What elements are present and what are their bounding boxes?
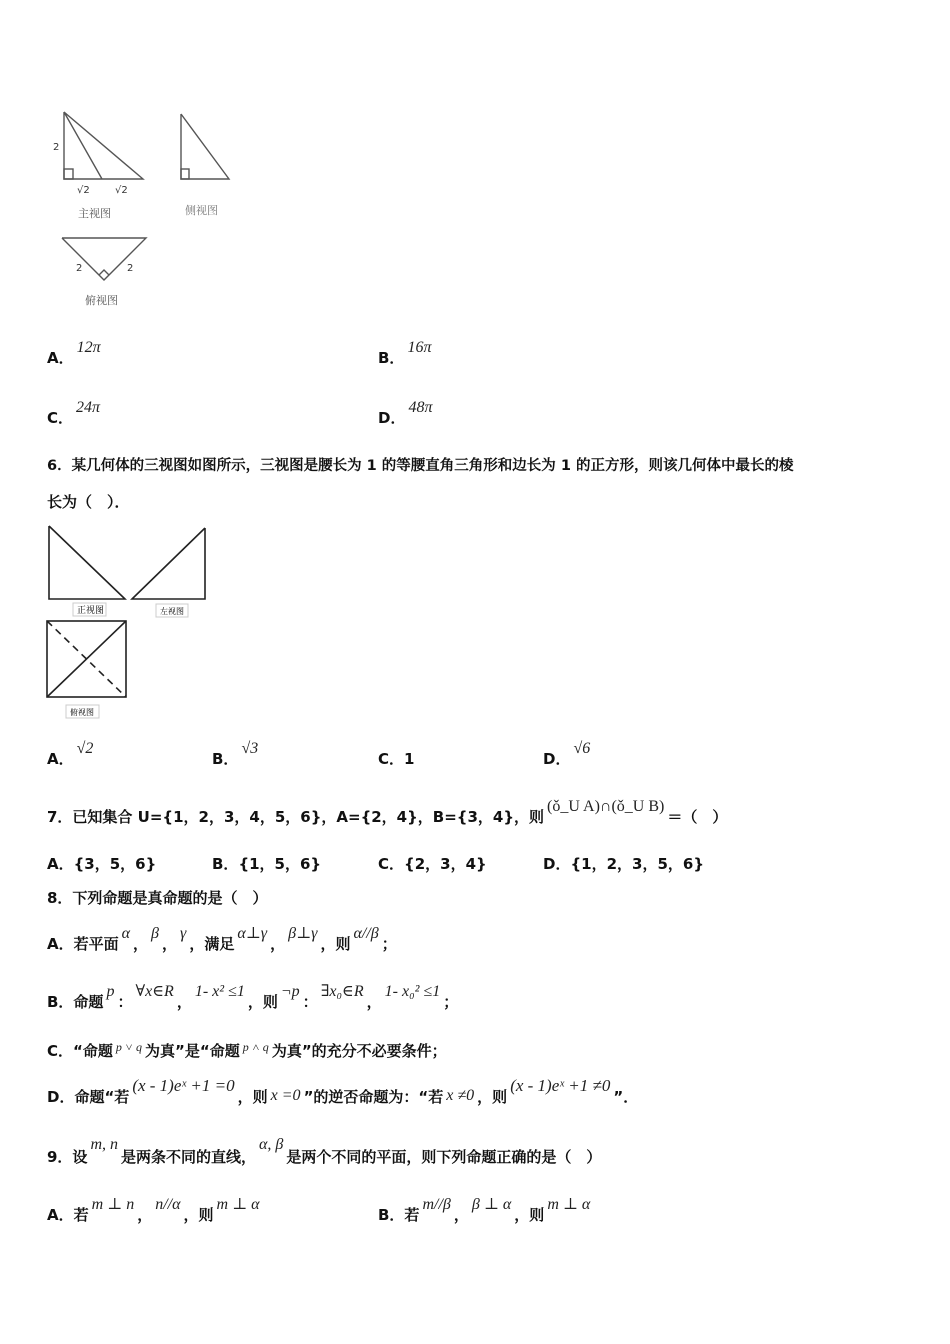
option-letter: D． <box>543 855 571 873</box>
text: 9．设 <box>47 1148 88 1166</box>
q7-expression: (ǒ_U A)∩(ǒ_U B) <box>547 798 665 815</box>
q5-label-height: 2 <box>53 142 60 153</box>
math: ∃x₀∈R <box>320 983 364 1000</box>
text: ， <box>162 935 178 953</box>
math: p ˄ q <box>242 1040 269 1054</box>
text: 为真”的充分不必要条件； <box>271 1042 447 1060</box>
text: D．命题“若 <box>47 1088 130 1106</box>
q5-three-view-figure <box>45 100 255 315</box>
option-value: 16π <box>407 339 432 356</box>
option-letter: C． <box>47 409 74 427</box>
option-value: 24π <box>76 399 101 416</box>
q8-option-d[interactable] <box>47 1076 639 1107</box>
math: 1- x² ≤1 <box>194 983 245 1000</box>
q5-front-view <box>64 112 143 179</box>
text: B．若 <box>378 1206 420 1224</box>
text: ，则 <box>237 1088 268 1106</box>
text: ， <box>453 1206 469 1224</box>
math: m, n <box>90 1136 118 1153</box>
option-value: 12π <box>76 339 101 356</box>
math: ¬p <box>280 983 300 1000</box>
text: ”． <box>613 1088 639 1106</box>
math: m ⊥ α <box>547 1196 591 1213</box>
q5-label-base1: √2 <box>77 185 90 196</box>
option-letter: A． <box>47 750 74 768</box>
text: A．若平面 <box>47 935 119 953</box>
option-value: 1 <box>404 750 415 768</box>
math: γ <box>180 925 187 942</box>
math: β⊥γ <box>288 925 318 942</box>
text: B．命题 <box>47 993 104 1011</box>
q9-option-b[interactable] <box>378 1196 593 1225</box>
text: ，则 <box>247 993 278 1011</box>
option-value: √3 <box>241 740 259 757</box>
option-letter: B． <box>212 855 239 873</box>
q6-option-a[interactable] <box>47 740 96 769</box>
q7-stem <box>47 798 728 827</box>
q7-option-a[interactable] <box>47 853 156 874</box>
math: x =0 <box>270 1087 301 1104</box>
text: ， <box>137 1206 153 1224</box>
math: β <box>151 925 159 942</box>
text: ， <box>270 935 286 953</box>
q7-option-d[interactable] <box>543 853 704 874</box>
math: p ˅ q <box>115 1040 142 1054</box>
q9-stem <box>47 1136 602 1167</box>
option-letter: A． <box>47 349 74 367</box>
text: 是两个不同的平面，则下列命题正确的是（ ） <box>286 1148 602 1166</box>
math: (x - 1)eˣ +1 ≠0 <box>510 1076 611 1095</box>
q6-front-view <box>49 526 125 599</box>
text: 是两条不同的直线， <box>121 1148 257 1166</box>
math: α, β <box>259 1136 284 1153</box>
q8-option-b[interactable] <box>47 983 459 1012</box>
text: ，满足 <box>189 935 235 953</box>
q6-caption-top: 俯视图 <box>70 708 94 717</box>
math: ∀x∈R <box>135 983 174 1000</box>
text: ，则 <box>183 1206 214 1224</box>
math: α⊥γ <box>237 925 268 942</box>
math: m//β <box>422 1196 451 1213</box>
math: m ⊥ n <box>91 1196 135 1213</box>
text: ，则 <box>320 935 351 953</box>
q5-label-left: 2 <box>76 263 83 274</box>
text: 为真”是“命题 <box>144 1042 240 1060</box>
option-letter: D． <box>543 750 571 768</box>
option-value: {1，2，3，5，6} <box>570 855 704 873</box>
q8-stem: 8．下列命题是真命题的是（ ） <box>47 889 268 907</box>
q5-caption-top: 俯视图 <box>85 294 118 307</box>
text: ： <box>302 993 318 1011</box>
option-value: {1，5，6} <box>238 855 322 873</box>
text: ； <box>381 935 397 953</box>
option-letter: C． <box>378 855 405 873</box>
math: p <box>106 983 115 1000</box>
option-value: √6 <box>573 740 591 757</box>
q7-option-c[interactable] <box>378 853 487 874</box>
q5-option-b[interactable] <box>378 339 434 368</box>
q5-option-a[interactable] <box>47 339 104 368</box>
q5-side-view <box>181 114 229 179</box>
text: ， <box>176 993 192 1011</box>
option-value: 48π <box>408 399 433 416</box>
text: A．若 <box>47 1206 89 1224</box>
text: ，则 <box>514 1206 545 1224</box>
q6-stem-line2: 长为（ ）． <box>47 493 130 511</box>
option-value: {3，5，6} <box>73 855 157 873</box>
math: β ⊥ α <box>471 1196 512 1213</box>
math: α//β <box>353 925 379 942</box>
option-letter: A． <box>47 855 74 873</box>
q7-stem-text: 7．已知集合 U={1，2，3，4，5，6}，A={2，4}，B={3，4}，则 <box>47 808 545 826</box>
q7-option-b[interactable] <box>212 853 321 874</box>
option-letter: C． <box>378 750 405 768</box>
q6-left-view <box>132 528 205 599</box>
q6-three-view-figure <box>44 520 214 720</box>
text: C．“命题 <box>47 1042 113 1060</box>
text: ： <box>117 993 133 1011</box>
math: α <box>121 925 131 942</box>
option-letter: B． <box>378 349 405 367</box>
q5-label-right: 2 <box>127 263 134 274</box>
option-letter: B． <box>212 750 239 768</box>
q9-option-a[interactable] <box>47 1196 263 1225</box>
math: x ≠0 <box>446 1087 475 1104</box>
text: ， <box>133 935 149 953</box>
math: 1- x₀² ≤1 <box>384 983 441 1000</box>
text: ，则 <box>477 1088 508 1106</box>
q6-option-b[interactable] <box>212 740 261 769</box>
q5-option-c[interactable] <box>47 399 103 428</box>
q8-option-a[interactable] <box>47 925 397 954</box>
q6-option-d[interactable] <box>543 740 593 769</box>
math: n//α <box>155 1196 181 1213</box>
q6-caption-front: 正视图 <box>77 606 105 616</box>
text: ； <box>443 993 459 1011</box>
q6-stem-line1: 6．某几何体的三视图如图所示，三视图是腰长为 1 的等腰直角三角形和边长为 1 的正方形，则该几何体中最长的棱 <box>47 458 794 474</box>
q5-caption-side: 侧视图 <box>185 204 218 217</box>
text: ”的逆否命题为：“若 <box>303 1088 444 1106</box>
q5-label-base2: √2 <box>115 185 128 196</box>
text: ， <box>366 993 382 1011</box>
q5-option-d[interactable] <box>378 399 435 428</box>
q5-top-view <box>62 238 146 280</box>
q6-option-c[interactable] <box>378 748 414 769</box>
math: m ⊥ α <box>216 1196 260 1213</box>
math: (x - 1)eˣ +1 =0 <box>132 1076 235 1095</box>
option-value: √2 <box>76 740 94 757</box>
q5-caption-front: 主视图 <box>78 207 111 220</box>
q7-stem-tail: ＝（ ） <box>667 808 728 826</box>
q8-option-c[interactable] <box>47 1040 447 1061</box>
option-letter: D． <box>378 409 406 427</box>
q6-caption-left: 左视图 <box>160 607 184 616</box>
option-value: {2，3，4} <box>404 855 487 873</box>
